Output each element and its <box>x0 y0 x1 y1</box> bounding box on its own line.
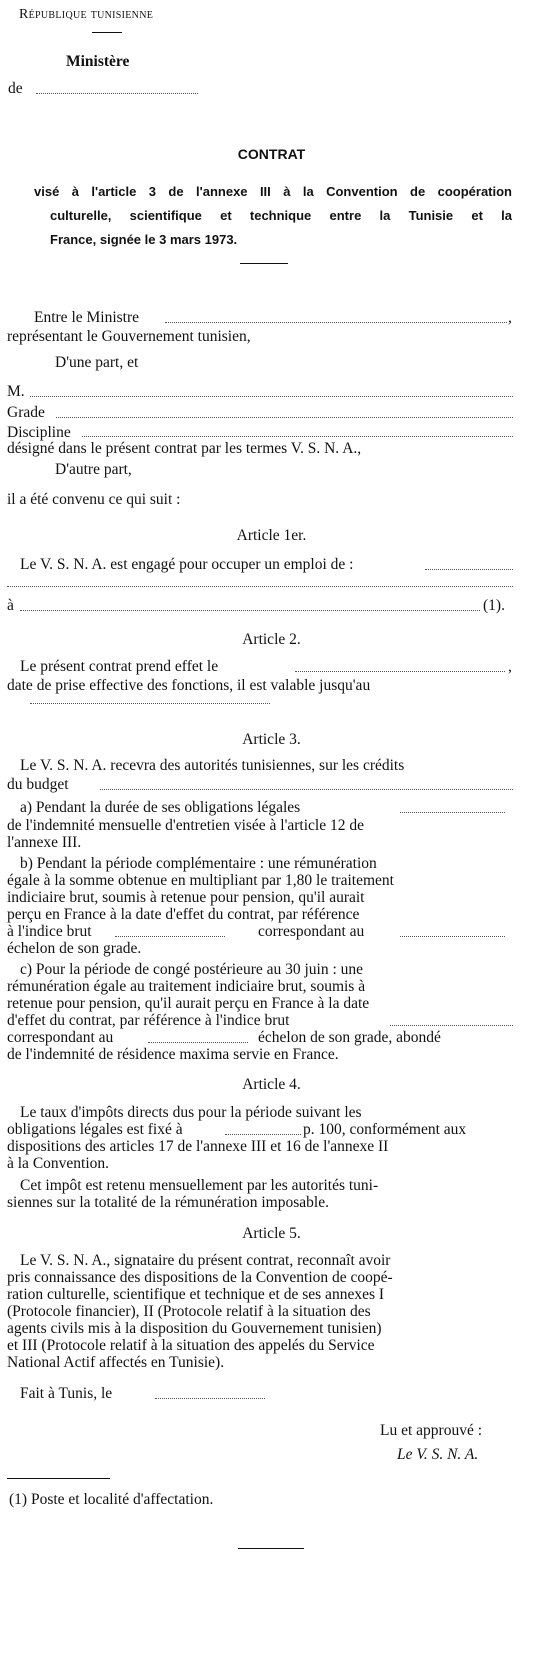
budget-field[interactable] <box>100 789 513 790</box>
article-3-b-line-5b: correspondant au <box>258 923 365 940</box>
article-3-b-line-4: perçu en France à la date d'effet du contrat, par référence <box>7 906 360 923</box>
read-approved-label: Lu et approuvé : <box>380 1422 483 1439</box>
grade-field[interactable] <box>56 417 513 418</box>
article-5-line-5: agents civils mis à la disposition du Gouvernement tunisien) <box>7 1320 382 1337</box>
article-3-b-line-5a: à l'indice brut <box>7 923 92 940</box>
article-3-a-line-1: a) Pendant la durée de ses obligations légales <box>20 799 301 816</box>
representing-text: représentant le Gouvernement tunisien, <box>7 328 251 345</box>
article-3-a-line-3: l'annexe III. <box>7 834 82 851</box>
tax-rate-field[interactable] <box>225 1134 301 1135</box>
article-5-heading: Article 5. <box>242 1225 301 1242</box>
designated-text: désigné dans le présent contrat par les termes V. S. N. A., <box>7 440 362 457</box>
grade-label: Grade <box>7 404 45 421</box>
article-2-heading: Article 2. <box>242 631 301 648</box>
header-divider <box>92 32 122 33</box>
subtitle-line-2: culturelle, scientifique et technique entre la Tunisie et la <box>50 208 512 223</box>
article-4-line-5: Cet impôt est retenu mensuellement par les autorités tuni- <box>20 1177 379 1194</box>
article-5-line-3: ration culturelle, scientifique et technique et de ses annexes I <box>7 1286 385 1303</box>
article-1-heading: Article 1er. <box>236 527 307 544</box>
signature-date-field[interactable] <box>155 1398 265 1399</box>
agreed-text: il a été convenu ce qui suit : <box>7 491 181 508</box>
echelon-field-c[interactable] <box>148 1042 248 1043</box>
contract-title: CONTRAT <box>237 146 306 162</box>
article-3-intro-2: du budget <box>7 776 69 793</box>
article-3-c-line-2: rémunération égale au traitement indiciaire brut, soumis à <box>7 978 366 995</box>
article-3-heading: Article 3. <box>242 731 301 748</box>
m-name-field[interactable] <box>30 396 513 397</box>
echelon-field-b[interactable] <box>400 936 505 937</box>
article-4-line-3: dispositions des articles 17 de l'annexe III et 16 de l'annexe II <box>7 1138 389 1155</box>
subtitle-line-1: visé à l'article 3 de l'annexe III à la Convention de coopération <box>34 184 512 199</box>
article-5-line-6: et III (Protocole relatif à la situation des appelés du Service <box>7 1337 375 1354</box>
article-3-b-line-1: b) Pendant la période complémentaire : une rémunération <box>20 855 377 872</box>
republic-heading: République tunisienne <box>19 7 154 22</box>
gross-index-field-c[interactable] <box>390 1025 513 1026</box>
article-3-b-line-6: échelon de son grade. <box>7 940 142 957</box>
article-4-line-1: Le taux d'impôts directs dus pour la période suivant les <box>20 1104 362 1121</box>
other-part-text: D'autre part, <box>55 461 132 478</box>
job-title-field-a[interactable] <box>425 569 513 570</box>
minister-label: Entre le Ministre <box>34 309 140 326</box>
article-3-b-line-3: indiciaire brut, soumis à retenue pour pension, qu'il aurait <box>7 889 365 906</box>
start-date-comma: , <box>508 658 512 675</box>
m-label: M. <box>7 383 25 400</box>
article-5-line-1: Le V. S. N. A., signataire du présent contrat, reconnaît avoir <box>20 1252 391 1269</box>
end-divider <box>238 1548 304 1549</box>
done-at-label: Fait à Tunis, le <box>20 1385 113 1402</box>
article-4-heading: Article 4. <box>242 1076 301 1093</box>
article-2-line-2: date de prise effective des fonctions, il est valable jusqu'au <box>7 677 371 694</box>
article-3-c-line-5a: correspondant au <box>7 1029 114 1046</box>
article-3-c-line-4: d'effet du contrat, par référence à l'indice brut <box>7 1012 290 1029</box>
footnote-text: (1) Poste et localité d'affectation. <box>9 1491 214 1508</box>
start-date-field[interactable] <box>295 671 505 672</box>
article-5-line-7: National Actif affectés en Tunisie). <box>7 1354 225 1371</box>
discipline-field[interactable] <box>82 436 513 437</box>
article-3-c-line-3: retenue pour pension, qu'il aurait perçu en France à la date <box>7 995 370 1012</box>
article-3-intro-1: Le V. S. N. A. recevra des autorités tunisiennes, sur les crédits <box>20 757 405 774</box>
article-1-line-1: Le V. S. N. A. est engagé pour occuper un emploi de : <box>20 556 354 573</box>
title-divider <box>240 263 288 264</box>
gross-index-field-b[interactable] <box>115 936 225 937</box>
ministry-label: Ministère <box>66 53 130 70</box>
subtitle-line-3: France, signée le 3 mars 1973. <box>50 232 238 247</box>
footnote-ref-1: (1). <box>483 597 505 614</box>
article-3-c-line-1: c) Pour la période de congé postérieure au 30 juin : une <box>20 961 364 978</box>
job-title-field-b[interactable] <box>7 586 513 587</box>
article-4-line-4: à la Convention. <box>7 1155 110 1172</box>
article-2-line-1: Le présent contrat prend effet le <box>20 658 219 675</box>
job-location-field[interactable] <box>20 610 480 611</box>
ministry-de-label: de <box>8 80 23 97</box>
ministry-name-field[interactable] <box>36 93 198 94</box>
article-5-line-2: pris connaissance des dispositions de la Convention de coopé- <box>7 1269 393 1286</box>
footnote-divider <box>7 1478 110 1479</box>
one-part-text: D'une part, et <box>55 354 139 371</box>
signatory-label: Le V. S. N. A. <box>397 1446 479 1463</box>
article-3-c-line-5b: échelon de son grade, abondé <box>258 1029 441 1046</box>
article-4-line-2b: p. 100, conformément aux <box>303 1121 467 1138</box>
minister-comma: , <box>508 309 512 326</box>
article-1-a-label: à <box>7 597 14 614</box>
article-3-b-line-2: égale à la somme obtenue en multipliant par 1,80 le traitement <box>7 872 394 889</box>
end-date-field[interactable] <box>30 703 270 704</box>
discipline-label: Discipline <box>7 424 71 441</box>
minister-name-field[interactable] <box>165 322 507 323</box>
article-3-a-line-2: de l'indemnité mensuelle d'entretien visée à l'article 12 de <box>7 817 364 834</box>
legal-obligations-field[interactable] <box>400 812 505 813</box>
article-3-c-line-6: de l'indemnité de résidence maxima servie en France. <box>7 1046 339 1063</box>
article-4-line-2a: obligations légales est fixé à <box>7 1121 183 1138</box>
article-5-line-4: (Protocole financier), II (Protocole relatif à la situation des <box>7 1303 371 1320</box>
article-4-line-6: siennes sur la totalité de la rémunération imposable. <box>7 1194 329 1211</box>
